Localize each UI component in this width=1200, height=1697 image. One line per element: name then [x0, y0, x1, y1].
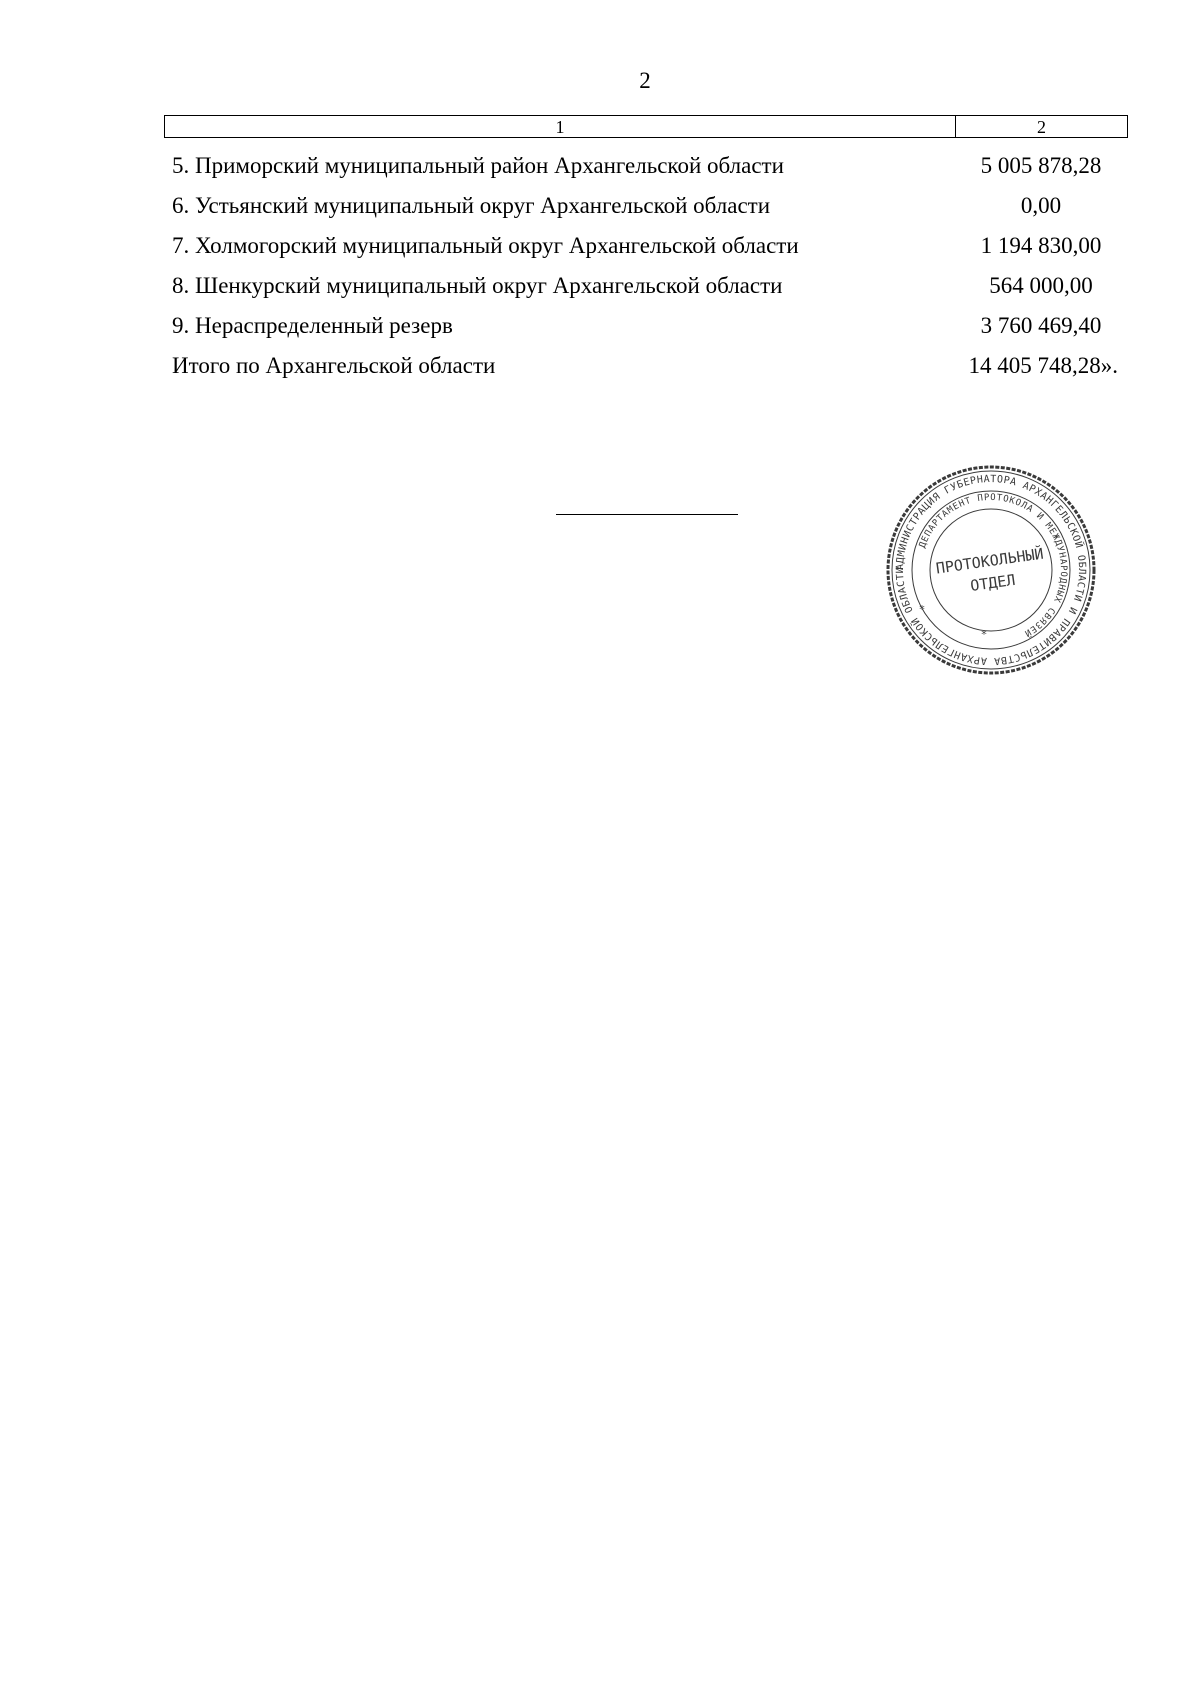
- table-row: [164, 266, 1128, 306]
- table-row: [164, 226, 1128, 266]
- table-row: [164, 306, 1128, 346]
- row-value: 3 760 469,40: [980, 313, 1102, 338]
- table-header-col1: 1: [165, 116, 956, 137]
- total-row: [164, 346, 1128, 386]
- table-header-col2: 2: [1037, 116, 1046, 137]
- table-header-row: [164, 115, 1128, 138]
- total-value: 14 405 748,28».: [968, 353, 1118, 378]
- table-row: [164, 186, 1128, 226]
- row-label: 6. Устьянский муниципальный округ Архангельской области: [172, 193, 771, 218]
- row-value: 5 005 878,28: [980, 153, 1102, 178]
- stamp-inner-text: ДЕПАРТАМЕНТ ПРОТОКОЛА И МЕЖДУНАРОДНЫХ СВЯЗЕЙ: [917, 492, 1069, 639]
- row-label: 7. Холмогорский муниципальный округ Архангельской области: [172, 233, 799, 258]
- row-label: 5. Приморский муниципальный район Архангельской области: [172, 153, 784, 178]
- separator-line: [556, 514, 738, 515]
- official-stamp: [884, 463, 1098, 677]
- stamp-center-line2: ОТДЕЛ: [969, 570, 1017, 595]
- row-label: 9. Нераспределенный резерв: [172, 313, 453, 338]
- row-value: 564 000,00: [989, 273, 1093, 298]
- row-value: 1 194 830,00: [980, 233, 1102, 258]
- stamp-outer-text: АДМИНИСТРАЦИЯ ГУБЕРНАТОРА АРХАНГЕЛЬСКОЙ ОБЛАСТИ И ПРАВИТЕЛЬСТВА АРХАНГЕЛЬСКОЙ ОБЛАСТИ: [894, 473, 1088, 667]
- row-value: 0,00: [1020, 193, 1062, 218]
- stamp-star-icon: *: [919, 603, 925, 616]
- table-row: [164, 146, 1128, 186]
- stamp-star-icon: *: [981, 628, 987, 641]
- stamp-seal-icon: [884, 463, 1098, 677]
- stamp-center-line1: ПРОТОКОЛЬНЫЙ: [934, 544, 1045, 578]
- total-label: Итого по Архангельской области: [172, 353, 496, 378]
- row-label: 8. Шенкурский муниципальный округ Архангельской области: [172, 273, 783, 298]
- page-number: 2: [639, 68, 651, 93]
- distribution-table: [164, 146, 1128, 386]
